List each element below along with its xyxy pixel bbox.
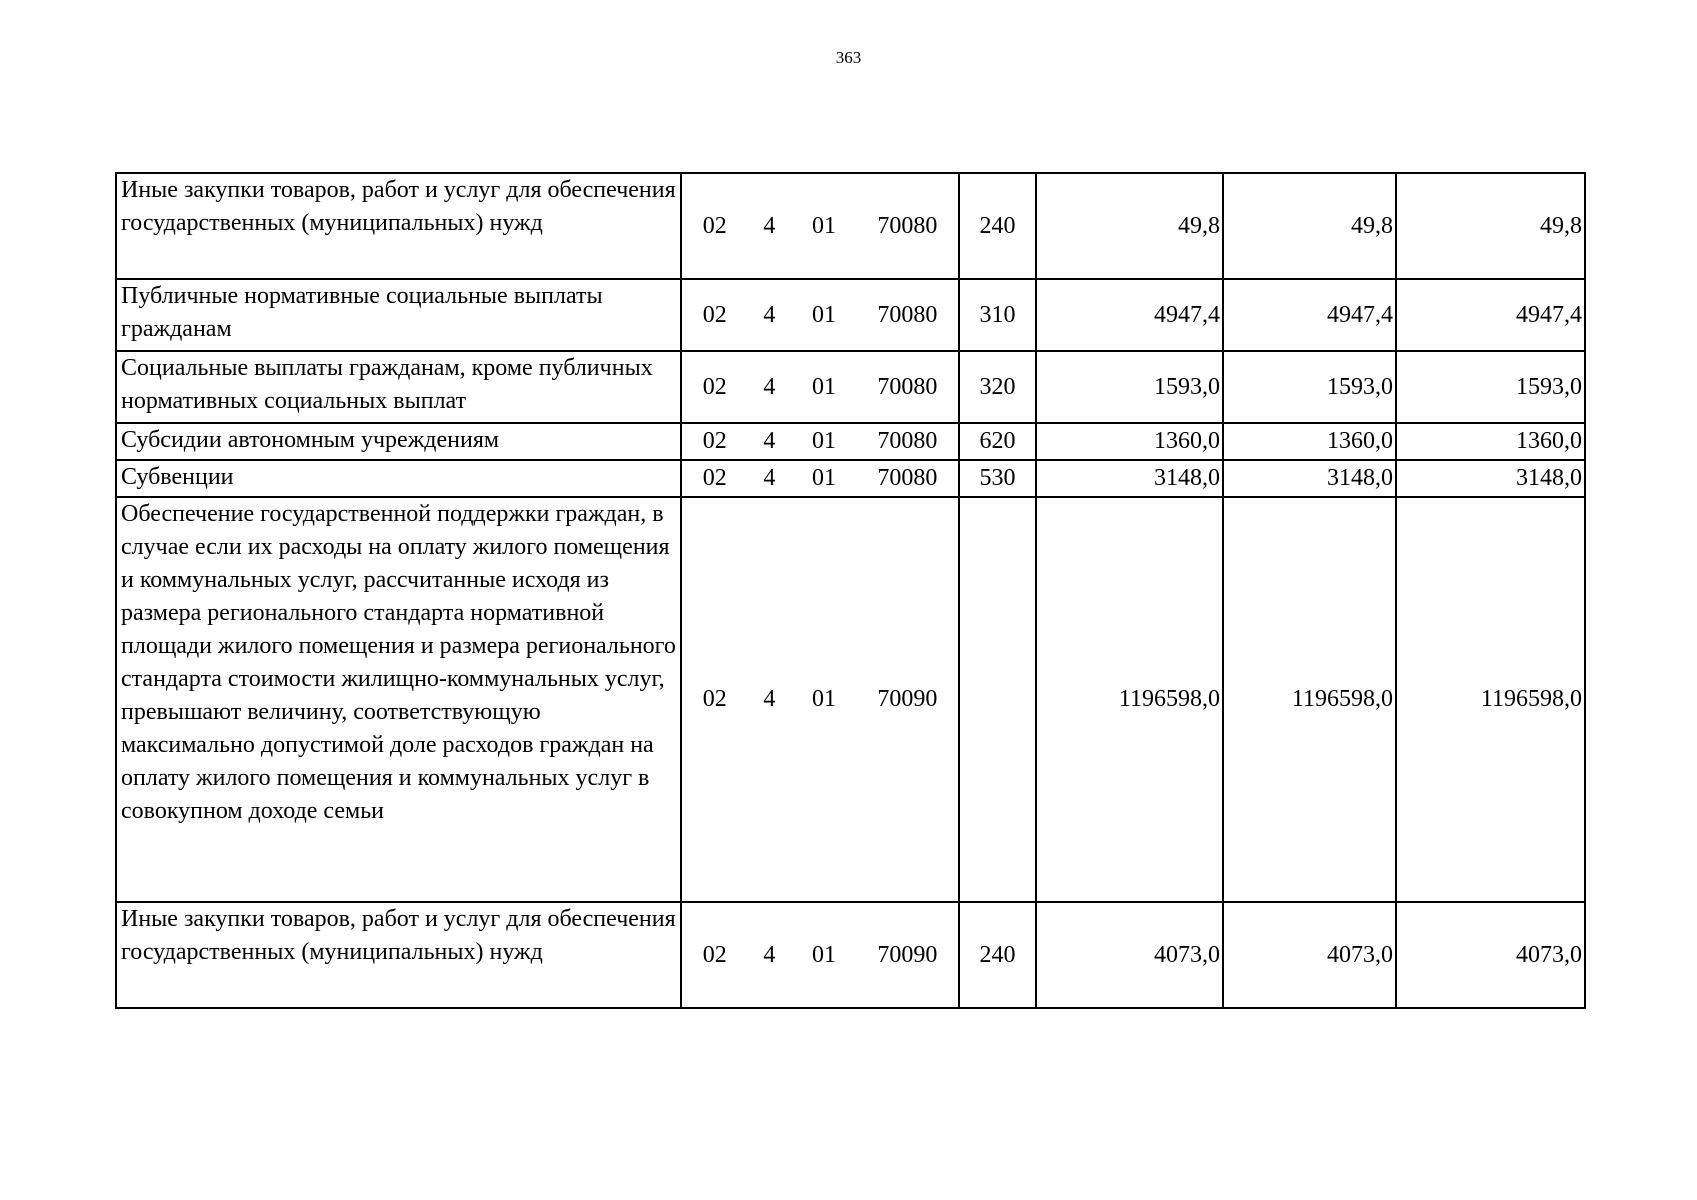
row-description: Социальные выплаты гражданам, кроме публичных нормативных социальных выплат <box>116 351 681 423</box>
code-activity: 01 <box>811 373 836 400</box>
code-program: 02 <box>702 301 727 328</box>
row-amount-2: 3148,0 <box>1223 460 1396 497</box>
code-activity: 01 <box>811 465 836 491</box>
table-row <box>116 497 1585 902</box>
row-amount-1: 49,8 <box>1036 173 1223 279</box>
table-row <box>116 902 1585 1008</box>
row-target-code <box>681 173 959 279</box>
code-program: 02 <box>702 373 727 400</box>
row-description: Публичные нормативные социальные выплаты гражданам <box>116 279 681 351</box>
row-amount-3: 1593,0 <box>1396 351 1585 423</box>
row-expense-type: 310 <box>959 279 1036 351</box>
row-amount-1: 1196598,0 <box>1036 497 1223 902</box>
row-expense-type: 530 <box>959 460 1036 497</box>
code-subprogram: 4 <box>763 465 776 491</box>
row-target-code <box>681 351 959 423</box>
row-amount-3: 4073,0 <box>1396 902 1585 1008</box>
row-amount-1: 1593,0 <box>1036 351 1223 423</box>
code-activity: 01 <box>811 941 836 968</box>
code-subprogram: 4 <box>763 373 776 400</box>
code-direction: 70080 <box>877 373 938 400</box>
row-amount-2: 1196598,0 <box>1223 497 1396 902</box>
row-target-code <box>681 279 959 351</box>
row-target-code <box>681 423 959 460</box>
code-program: 02 <box>702 686 727 712</box>
row-amount-1: 3148,0 <box>1036 460 1223 497</box>
table-row <box>116 460 1585 497</box>
row-amount-2: 4947,4 <box>1223 279 1396 351</box>
code-activity: 01 <box>811 686 836 712</box>
row-target-code <box>681 497 959 902</box>
code-subprogram: 4 <box>763 941 776 968</box>
budget-table <box>115 172 1586 1009</box>
row-amount-2: 4073,0 <box>1223 902 1396 1008</box>
row-expense-type: 240 <box>959 173 1036 279</box>
row-amount-3: 3148,0 <box>1396 460 1585 497</box>
code-subprogram: 4 <box>763 428 776 454</box>
code-direction: 70090 <box>877 686 938 712</box>
row-target-code <box>681 902 959 1008</box>
row-target-code <box>681 460 959 497</box>
code-direction: 70080 <box>877 301 938 328</box>
row-expense-type: 620 <box>959 423 1036 460</box>
row-amount-1: 1360,0 <box>1036 423 1223 460</box>
code-program: 02 <box>702 465 727 491</box>
code-program: 02 <box>702 212 727 239</box>
code-direction: 70080 <box>877 428 938 454</box>
code-program: 02 <box>702 941 727 968</box>
row-expense-type: 320 <box>959 351 1036 423</box>
row-expense-type: 240 <box>959 902 1036 1008</box>
row-amount-1: 4073,0 <box>1036 902 1223 1008</box>
row-description: Субвенции <box>116 460 681 497</box>
row-amount-3: 1360,0 <box>1396 423 1585 460</box>
row-description: Субсидии автономным учреждениям <box>116 423 681 460</box>
code-subprogram: 4 <box>763 686 776 712</box>
code-subprogram: 4 <box>763 301 776 328</box>
code-direction: 70080 <box>877 465 938 491</box>
row-amount-2: 1360,0 <box>1223 423 1396 460</box>
code-activity: 01 <box>811 428 836 454</box>
row-amount-3: 49,8 <box>1396 173 1585 279</box>
code-direction: 70080 <box>877 212 938 239</box>
row-description: Иные закупки товаров, работ и услуг для обеспечения государственных (муниципальных) нужд <box>116 173 681 279</box>
table-row <box>116 423 1585 460</box>
table-row <box>116 279 1585 351</box>
row-amount-3: 4947,4 <box>1396 279 1585 351</box>
row-expense-type <box>959 497 1036 902</box>
code-activity: 01 <box>811 301 836 328</box>
row-amount-3: 1196598,0 <box>1396 497 1585 902</box>
code-program: 02 <box>702 428 727 454</box>
row-description: Обеспечение государственной поддержки граждан, в случае если их расходы на оплату жилого помещения и коммунальных услуг, рассчитанные исходя из размера регионального стандарта нормативной площади жилого помещения и размера регионального стандарта стоимости жилищно-коммунальных услуг, превышают величину, соответствующую максимально допустимой доле расходов граждан на оплату жилого помещения и коммунальных услуг в совокупном доходе семьи <box>116 497 681 902</box>
table-row <box>116 173 1585 279</box>
table-row <box>116 351 1585 423</box>
code-activity: 01 <box>811 212 836 239</box>
page-number: 363 <box>835 48 862 67</box>
row-amount-1: 4947,4 <box>1036 279 1223 351</box>
code-subprogram: 4 <box>763 212 776 239</box>
row-amount-2: 49,8 <box>1223 173 1396 279</box>
code-direction: 70090 <box>877 941 938 968</box>
row-amount-2: 1593,0 <box>1223 351 1396 423</box>
row-description: Иные закупки товаров, работ и услуг для обеспечения государственных (муниципальных) нужд <box>116 902 681 1008</box>
